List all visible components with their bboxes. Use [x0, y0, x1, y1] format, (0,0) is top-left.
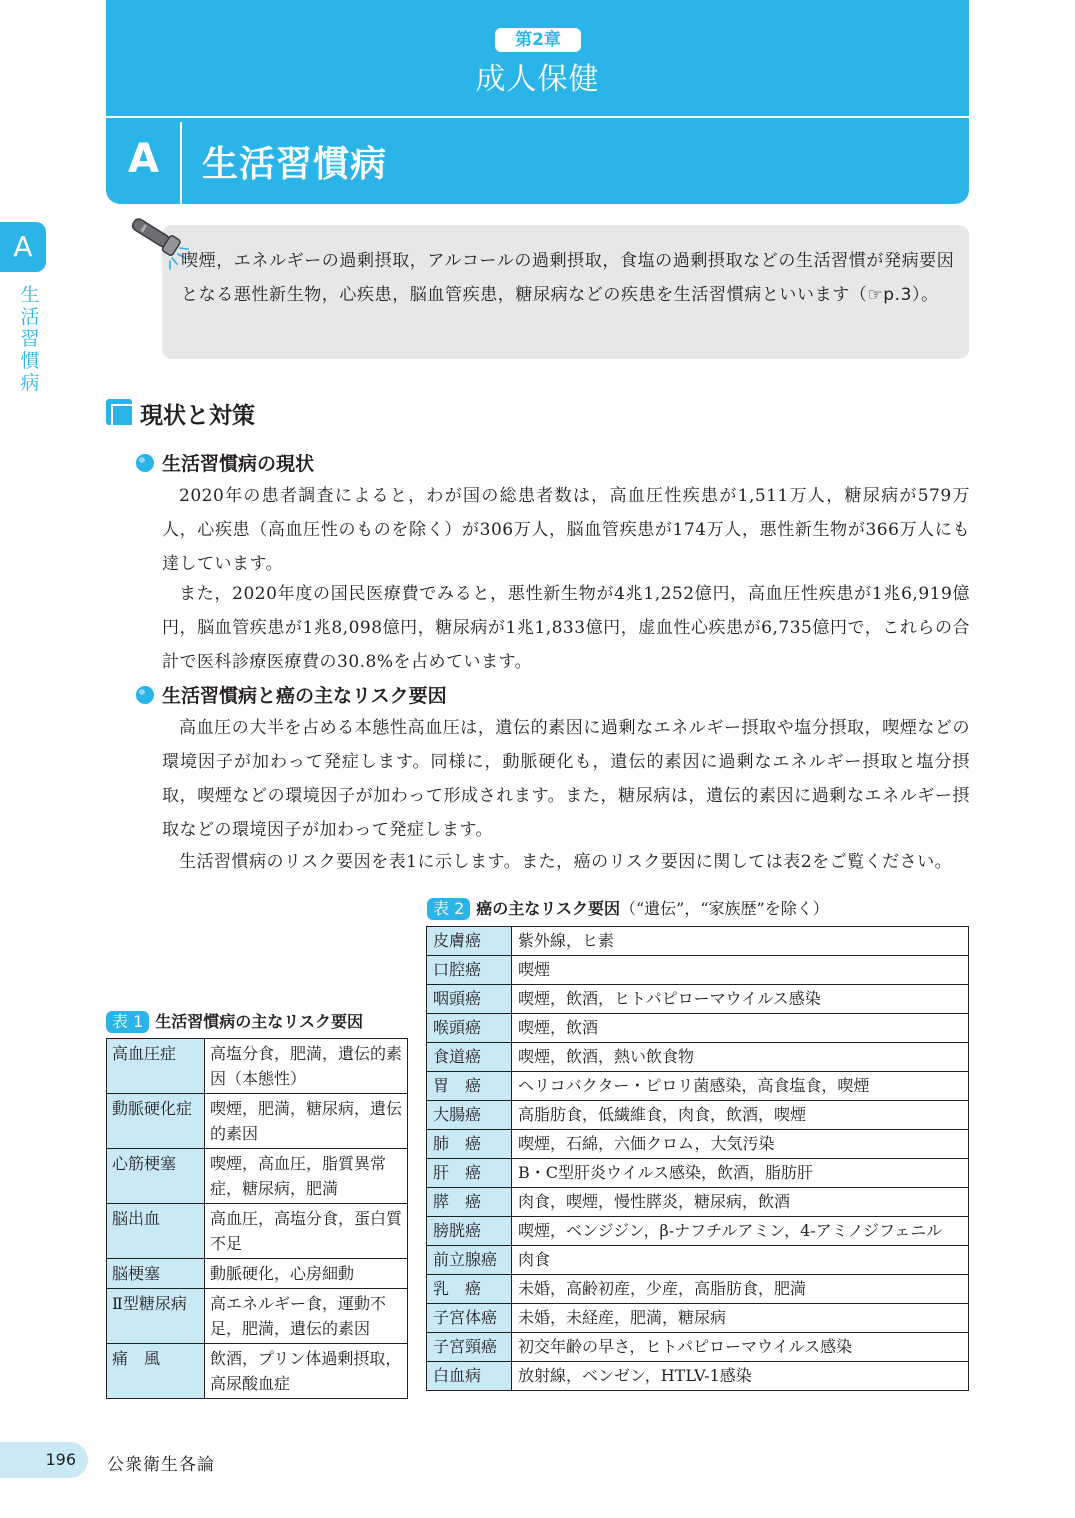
risk-factor-cell: 喫煙，高血圧，脂質異常症，糖尿病，肥満 [205, 1149, 408, 1204]
disease-cell: Ⅱ型糖尿病 [107, 1289, 205, 1344]
book-title: 公衆衛生各論 [107, 1455, 215, 1475]
risk-factor-cell: 喫煙，飲酒 [512, 1014, 969, 1043]
chapter-header [106, 0, 969, 204]
section-bar [180, 122, 182, 204]
table-row [107, 1344, 408, 1399]
risk-factor-cell: 喫煙，肥満，糖尿病，遺伝的素因 [205, 1094, 408, 1149]
table1-badge: 表 1 [106, 1011, 149, 1033]
header-divider [106, 116, 969, 118]
paragraph: 2020年の患者調査によると，わが国の総患者数は，高血圧性疾患が1,511万人，糖尿病が579万人，心疾患（高血圧性のものを除く）が306万人，脳血管疾患が174万人，悪性新生物が366万人にも達しています。 [162, 486, 970, 574]
risk-factor-cell: 飲酒，プリン体過剰摂取，高尿酸血症 [205, 1344, 408, 1399]
table-row [427, 1275, 969, 1304]
bullet-dot-icon [135, 453, 155, 473]
disease-cell: 膵 癌 [427, 1188, 512, 1217]
disease-cell: 脳梗塞 [107, 1259, 205, 1289]
table-row [107, 1289, 408, 1344]
risk-factor-cell: 喫煙 [512, 956, 969, 985]
risk-factor-cell: 喫煙，飲酒，熱い飲食物 [512, 1043, 969, 1072]
risk-factor-cell: 高エネルギー食，運動不足，肥満，遺伝的素因 [205, 1289, 408, 1344]
table-row [427, 1188, 969, 1217]
disease-cell: 痛 風 [107, 1344, 205, 1399]
table-row [427, 1072, 969, 1101]
side-tab-label: 生活習慣病 [20, 284, 40, 394]
subsection-heading-2: 生活習慣病と癌の主なリスク要因 [162, 685, 447, 707]
table-row [107, 1094, 408, 1149]
disease-cell: 脳出血 [107, 1204, 205, 1259]
table-row [427, 1130, 969, 1159]
table-row [427, 927, 969, 956]
disease-cell: 膀胱癌 [427, 1217, 512, 1246]
risk-factor-cell: 未婚，未経産，肥満，糖尿病 [512, 1304, 969, 1333]
chapter-title: 成人保健 [475, 62, 600, 97]
disease-cell: 皮膚癌 [427, 927, 512, 956]
disease-cell: 喉頭癌 [427, 1014, 512, 1043]
disease-cell: 白血病 [427, 1362, 512, 1391]
table2-caption-note: （“遺伝”，“家族歴”を除く） [619, 899, 829, 918]
paragraph: 生活習慣病のリスク要因を表1に示します。また，癌のリスク要因に関しては表2をご覧ください。 [179, 852, 953, 872]
risk-factor-cell: 高血圧，高塩分食，蛋白質不足 [205, 1204, 408, 1259]
section-letter: A [128, 136, 159, 182]
risk-factor-cell: 放射線，ベンゼン，HTLV-1感染 [512, 1362, 969, 1391]
table-row [427, 1043, 969, 1072]
table-row [107, 1149, 408, 1204]
table2 [426, 926, 969, 1391]
table1-caption [106, 1009, 363, 1031]
table2-caption [427, 896, 829, 918]
disease-cell: 乳 癌 [427, 1275, 512, 1304]
disease-cell: 心筋梗塞 [107, 1149, 205, 1204]
risk-factor-cell: 未婚，高齢初産，少産，高脂肪食，肥満 [512, 1275, 969, 1304]
risk-factor-cell: 喫煙，ベンジジン，β-ナフチルアミン，4-アミノジフェニル [512, 1217, 969, 1246]
table1 [106, 1038, 408, 1399]
table-row [427, 1101, 969, 1130]
risk-factor-cell: 肉食，喫煙，慢性膵炎，糖尿病，飲酒 [512, 1188, 969, 1217]
table-row [427, 1246, 969, 1275]
paragraph: 高血圧の大半を占める本態性高血圧は，遺伝的素因に過剰なエネルギー摂取や塩分摂取，喫煙などの環境因子が加わって発症します。同様に，動脈硬化も，遺伝的素因に過剰なエネルギー摂取と塩分摂取，喫煙などの環境因子が加わって形成されます。また，糖尿病は，遺伝的素因に過剰なエネルギー摂取などの環境因子が加わって発症します。 [162, 718, 970, 840]
disease-cell: 肺 癌 [427, 1130, 512, 1159]
subsection-heading-1: 生活習慣病の現状 [162, 453, 315, 475]
risk-factor-cell: 喫煙，石綿，六価クロム，大気汚染 [512, 1130, 969, 1159]
bullet-dot-icon [135, 685, 155, 705]
table-row [427, 1333, 969, 1362]
disease-cell: 口腔癌 [427, 956, 512, 985]
disease-cell: 高血圧症 [107, 1039, 205, 1094]
table1-title: 生活習慣病の主なリスク要因 [155, 1012, 363, 1031]
disease-cell: 子宮頸癌 [427, 1333, 512, 1362]
disease-cell: 大腸癌 [427, 1101, 512, 1130]
table-row [427, 1362, 969, 1391]
table-row [107, 1259, 408, 1289]
disease-cell: 胃 癌 [427, 1072, 512, 1101]
summary-text: 喫煙，エネルギーの過剰摂取，アルコールの過剰摂取，食塩の過剰摂取などの生活習慣が発病要因となる悪性新生物，心疾患，脳血管疾患，糖尿病などの疾患を生活習慣病といいます（☞p.3）。 [181, 251, 955, 305]
risk-factor-cell: 紫外線，ヒ素 [512, 927, 969, 956]
risk-factor-cell: 高塩分食，肥満，遺伝的素因（本態性） [205, 1039, 408, 1094]
section-square-icon [105, 398, 133, 426]
table2-badge: 表 2 [427, 898, 470, 920]
table-row [427, 1217, 969, 1246]
disease-cell: 食道癌 [427, 1043, 512, 1072]
table-row [427, 1304, 969, 1333]
disease-cell: 子宮体癌 [427, 1304, 512, 1333]
table2-title: 癌の主なリスク要因 [476, 899, 620, 918]
section-heading: 現状と対策 [140, 403, 255, 429]
side-tab: A [0, 222, 46, 272]
page-number: 196 [0, 1442, 88, 1478]
table-row [427, 1159, 969, 1188]
risk-factor-cell: 喫煙，飲酒，ヒトパピローマウイルス感染 [512, 985, 969, 1014]
risk-factor-cell: 肉食 [512, 1246, 969, 1275]
table-row [427, 985, 969, 1014]
risk-factor-cell: 初交年齢の早さ，ヒトパピローマウイルス感染 [512, 1333, 969, 1362]
disease-cell: 肝 癌 [427, 1159, 512, 1188]
disease-cell: 前立腺癌 [427, 1246, 512, 1275]
paragraph: また，2020年度の国民医療費でみると，悪性新生物が4兆1,252億円，高血圧性疾患が1兆6,919億円，脳血管疾患が1兆8,098億円，糖尿病が1兆1,833億円，虚血性心疾患が6,735億円で，これらの合計で医科診療医療費の30.8%を占めています。 [162, 584, 970, 672]
section-title: 生活習慣病 [202, 144, 388, 185]
table-row [107, 1039, 408, 1094]
table-row [107, 1204, 408, 1259]
table-row [427, 956, 969, 985]
risk-factor-cell: 高脂肪食，低繊維食，肉食，飲酒，喫煙 [512, 1101, 969, 1130]
disease-cell: 動脈硬化症 [107, 1094, 205, 1149]
risk-factor-cell: ヘリコバクター・ピロリ菌感染，高食塩食，喫煙 [512, 1072, 969, 1101]
risk-factor-cell: B・C型肝炎ウイルス感染，飲酒，脂肪肝 [512, 1159, 969, 1188]
chapter-label: 第2章 [495, 28, 581, 52]
table-row [427, 1014, 969, 1043]
disease-cell: 咽頭癌 [427, 985, 512, 1014]
risk-factor-cell: 動脈硬化，心房細動 [205, 1259, 408, 1289]
